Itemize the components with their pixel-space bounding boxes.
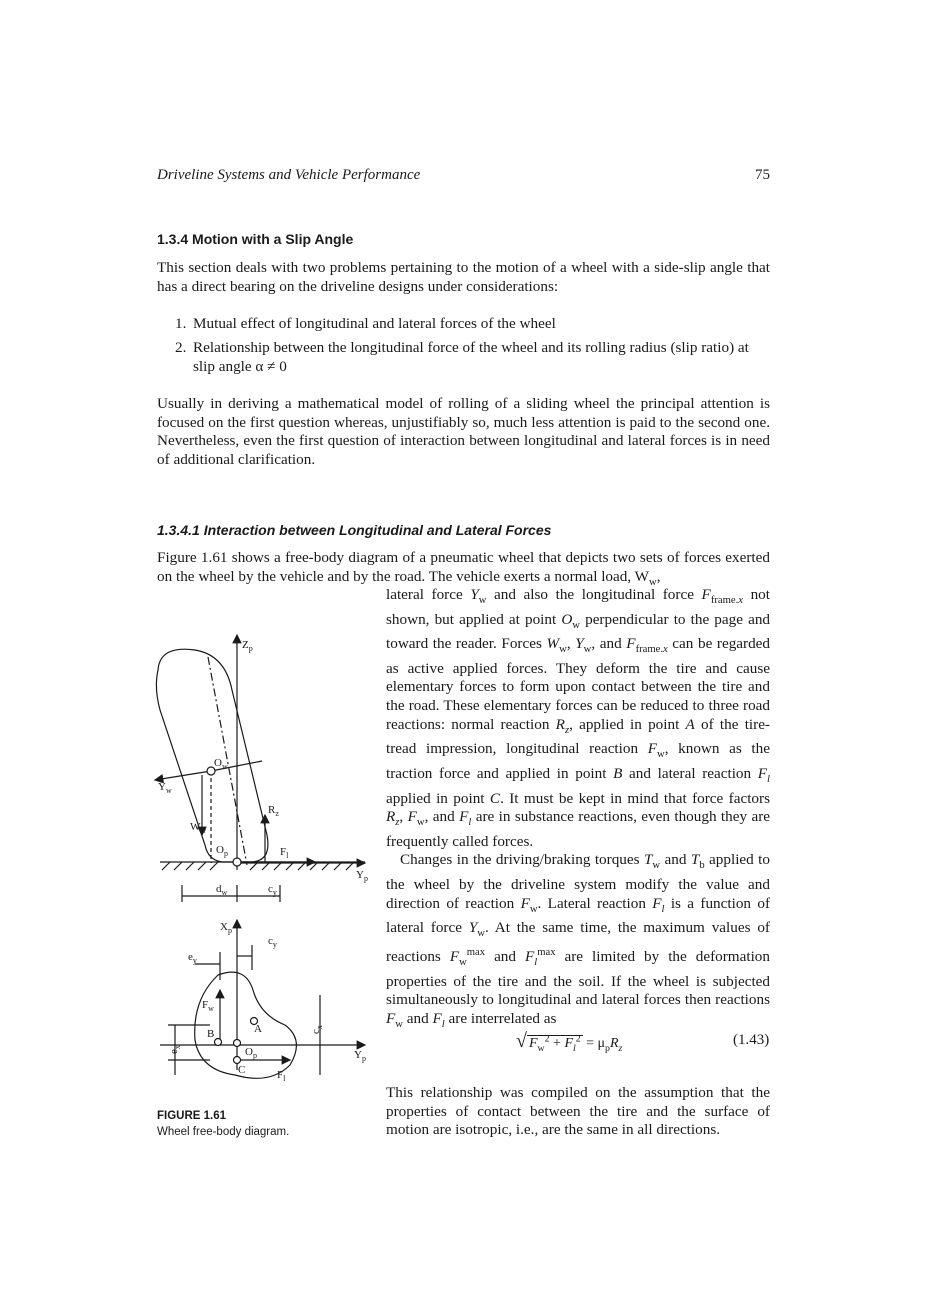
closing-paragraph: This relationship was compiled on the assumption that the properties of contact between the tire and the surface of motion are isotropic, i.e., are the same in all directions. <box>386 1084 770 1139</box>
label-b: B <box>207 1028 215 1040</box>
figure-caption-text: Wheel free-body diagram. <box>157 1126 290 1138</box>
page-number: 75 <box>755 167 770 183</box>
label-cx: $c_x$ <box>310 1025 324 1034</box>
label-xp: $X_p$ <box>220 921 232 935</box>
wheel-free-body-diagram <box>150 630 380 1100</box>
label-c: C <box>238 1064 246 1076</box>
figure-caption <box>157 1108 289 1140</box>
label-zp: $Z_p$ <box>242 639 253 653</box>
label-fl-lower: $F_l$ <box>277 1069 286 1083</box>
label-yp: $Y_p$ <box>356 869 368 883</box>
label-ey: $e_y$ <box>188 951 197 965</box>
point-op-lower <box>234 1040 241 1047</box>
wheel-outline-side <box>156 649 268 862</box>
subsection-heading: 1.3.4.1 Interaction between Longitudinal and Lateral Forces <box>157 522 552 538</box>
label-ow: $O_w$ <box>214 757 228 771</box>
right-column-text: lateral force $Y_w$ and also the longitudinal force $F_{frame.x}$ not shown, but applied at point $O_w$ perpendicular to the page and toward the reader. Forces $W_w$, $Y_w$, and $F_{frame.x}$ can be regarded as active applied forces. They deform the tire and cause elementary forces to form upon contact between the tire and the road. These elementary forces can be reduced to three road reactions: normal reaction $R_z$, applied in point A of the tire-tread impression, longitudinal reaction $F_w$, known as the traction force and applied in point B and lateral reaction $F_l$ applied in point C. It must be kept in mind that force factors $R_z$, $F_w$, and $F_l$ are in substance reactions, even though they are frequently called forces. Changes in the driving/braking torques $T_w$ and $T_b$ applied to the wheel by the driveline system modify the value and direction of reaction $F_w$. Lateral reaction $F_l$ is a function of lateral force $Y_w$. At the same time, the maximum values of reactions $F_w^{max}$ and $F_l^{max}$ are limited by the deformation properties of the tire and the soil. If the wheel is subjected simultaneously to longitudinal and lateral forces then reactions $F_w$ and $F_l$ are interrelated as <box>386 586 771 1030</box>
label-fl: $F_l$ <box>280 846 289 860</box>
running-head-title: Driveline Systems and Vehicle Performance <box>157 167 421 183</box>
label-fw: $F_w$ <box>202 999 214 1013</box>
running-head <box>157 167 770 184</box>
label-op: $O_p$ <box>216 844 228 858</box>
list-item: 1. Mutual effect of longitudinal and lateral forces of the wheel <box>175 315 556 332</box>
label-yp-lower: $Y_p$ <box>354 1049 366 1063</box>
list-item: 2. Relationship between the longitudinal force of the wheel and its rolling radius (slip ratio) at slip angle α ≠ 0 <box>175 339 749 375</box>
point-b <box>215 1039 222 1046</box>
point-op <box>233 858 241 866</box>
label-a: A <box>254 1023 262 1035</box>
section-intro: This section deals with two problems pertaining to the motion of a wheel with a side-slip angle that has a direct bearing on the driveline designs under considerations: <box>157 259 770 295</box>
label-cy-lower: $c_y$ <box>268 935 277 949</box>
label-dw: $d_w$ <box>216 883 228 897</box>
section-paragraph: Usually in deriving a mathematical model of rolling of a sliding wheel the principal attention is focused on the first question whereas, unjustifiably so, much less attention is paid to the second one. Nevertheless, even the first question of interaction between longitudinal and lateral forces is in need of additional clarification. <box>157 395 770 468</box>
equation: √ $F_w^2 + F_l^2 = \mu_pR_z$ <box>516 1030 623 1054</box>
label-op-lower: $O_p$ <box>245 1046 257 1060</box>
figure-intro-paragraph: Figure 1.61 shows a free-body diagram of a pneumatic wheel that depicts two sets of forces exerted on the wheel by the vehicle and by the road. The vehicle exerts a normal load, $W_w$, <box>157 549 770 588</box>
point-c <box>234 1057 241 1064</box>
label-rz: $R_z$ <box>268 804 279 818</box>
label-cy: $c_y$ <box>268 883 277 897</box>
label-yw: $Y_w$ <box>158 781 172 795</box>
label-ww: $W_w$ <box>190 821 207 835</box>
label-ex: $e_x$ <box>168 1045 182 1054</box>
equation-number: (1.43) <box>733 1032 770 1048</box>
figure-number: FIGURE 1.61 <box>157 1110 227 1122</box>
section-heading: 1.3.4 Motion with a Slip Angle <box>157 231 354 247</box>
